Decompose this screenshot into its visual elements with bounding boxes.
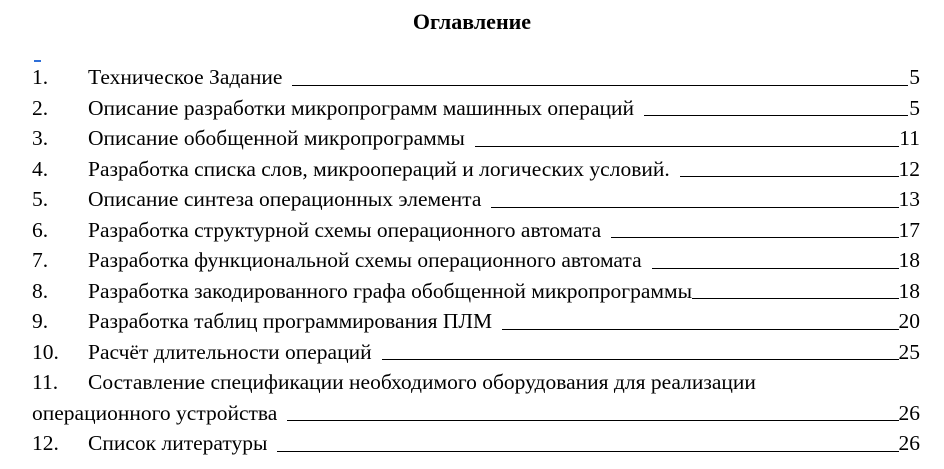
toc-entry-text: Список литературы <box>88 431 268 455</box>
toc-entry-1[interactable] <box>32 62 920 93</box>
toc-entry-number: 1. <box>32 65 49 89</box>
toc-entry-page: 13 <box>898 187 920 211</box>
toc-entry-number: 5. <box>32 187 49 211</box>
toc-entry-text: Разработка списка слов, микроопераций и логических условий. <box>88 156 670 181</box>
toc-entry-text: Техническое Задание <box>88 65 283 89</box>
toc-entry-7[interactable] <box>32 245 920 276</box>
toc-entry-page: 5 <box>909 95 920 120</box>
toc-entry-5[interactable] <box>32 184 920 215</box>
toc-entry-6[interactable] <box>32 215 920 246</box>
toc-entry-2[interactable] <box>32 93 920 124</box>
toc-entry-number: 4. <box>32 156 49 181</box>
toc-entry-page: 11 <box>899 126 920 150</box>
toc-entry-number: 6. <box>32 217 49 242</box>
toc-leader <box>652 268 899 269</box>
toc-leader <box>680 176 899 177</box>
toc-leader <box>502 329 898 330</box>
toc-entry-number: 9. <box>32 309 49 333</box>
toc-entry-8[interactable] <box>32 276 920 307</box>
toc-entry-page: 12 <box>898 156 920 181</box>
toc-leader <box>611 237 898 238</box>
toc-entry-page: 18 <box>898 248 920 272</box>
toc-leader <box>692 298 898 299</box>
toc-leader <box>292 85 908 86</box>
toc-title: Оглавление <box>412 9 532 34</box>
toc-entry-text-continued: операционного устройства <box>32 400 278 425</box>
toc-entry-number: 3. <box>32 126 49 150</box>
toc-entry-text: Разработка закодированного графа обобщенной микропрограммы <box>88 278 693 303</box>
toc-entry-page: 25 <box>898 339 920 364</box>
toc-entry-page: 26 <box>898 431 920 455</box>
toc-entry-number: 2. <box>32 95 49 120</box>
toc-entry-text: Разработка функциональной схемы операционного автомата <box>88 248 642 272</box>
toc-entry-4[interactable] <box>32 154 920 185</box>
toc-entry-page: 26 <box>898 400 920 425</box>
toc-entry-12[interactable] <box>32 428 920 459</box>
toc-entry-number: 8. <box>32 278 49 303</box>
toc-entry-text: Описание разработки микропрограмм машинных операций <box>88 95 635 120</box>
toc-entry-number: 12. <box>32 431 59 455</box>
toc-entry-text: Составление спецификации необходимого оборудования для реализации <box>88 370 756 394</box>
toc-leader <box>475 146 900 147</box>
toc-entry-number: 11. <box>32 370 59 394</box>
toc-entry-3[interactable] <box>32 123 920 154</box>
toc-entry-number: 10. <box>32 339 59 364</box>
toc-entry-page: 17 <box>898 217 920 242</box>
toc-leader <box>287 420 898 421</box>
toc-leader <box>382 359 899 360</box>
toc-entry-text: Описание обобщенной микропрограммы <box>88 126 465 150</box>
toc-entry-11[interactable] <box>32 367 920 428</box>
toc-leader <box>644 115 908 116</box>
toc-entry-9[interactable] <box>32 306 920 337</box>
toc-entry-page: 20 <box>898 309 920 333</box>
toc-leader <box>277 451 898 452</box>
toc-entry-text: Описание синтеза операционных элемента <box>88 187 482 211</box>
toc-entry-text: Разработка структурной схемы операционного автомата <box>88 217 602 242</box>
toc-entry-number: 7. <box>32 248 49 272</box>
toc-entry-page: 5 <box>909 65 920 89</box>
toc-entry-text: Разработка таблиц программирования ПЛМ <box>88 309 493 333</box>
toc-entry-text: Расчёт длительности операций <box>88 339 372 364</box>
toc-leader <box>491 207 898 208</box>
toc-entry-page: 18 <box>898 278 920 303</box>
toc-entry-10[interactable] <box>32 337 920 368</box>
table-of-contents <box>32 62 920 459</box>
